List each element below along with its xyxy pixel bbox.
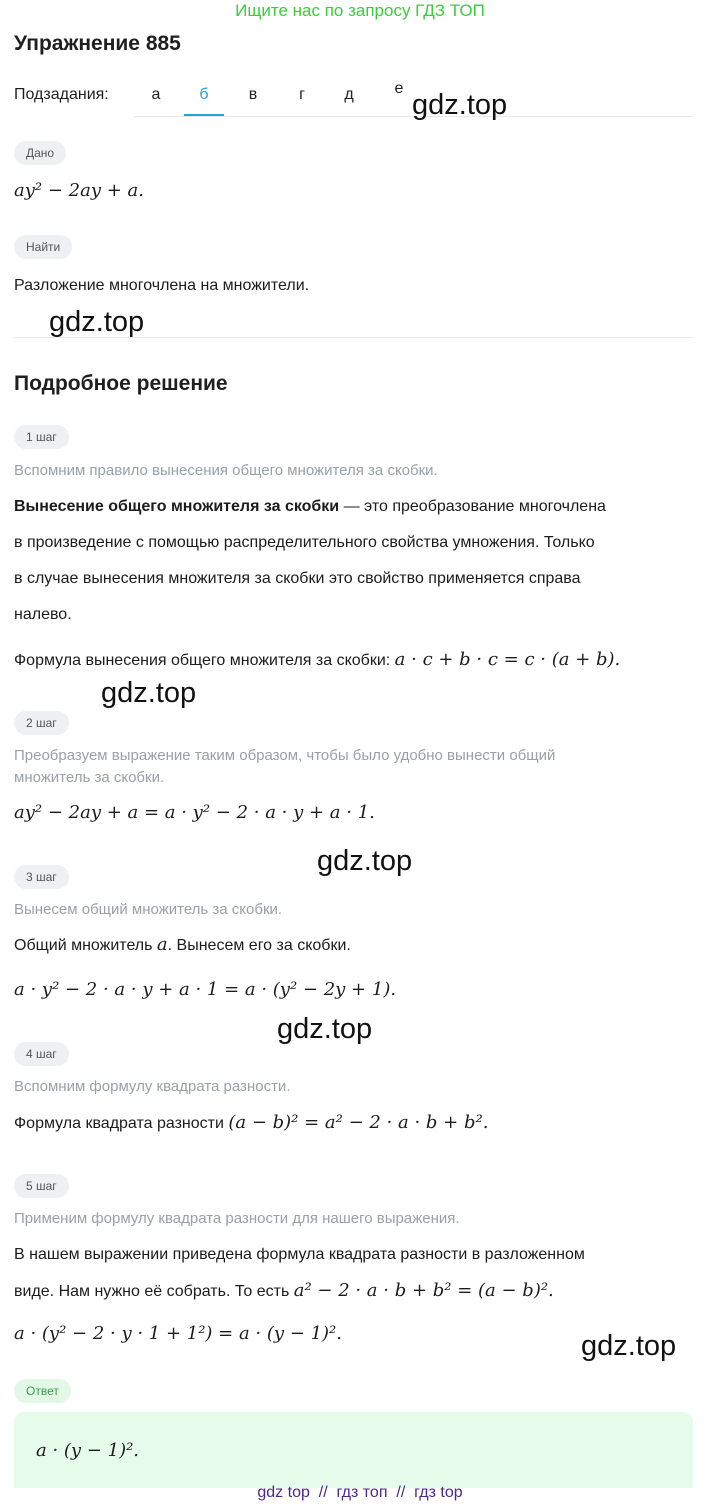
step-4-formula: (a − b)² = a² − 2 · a · b + b². [228,1112,489,1133]
answer-box [14,1412,693,1488]
step-1-formula-label: Формула вынесения общего множителя за скобки: [14,652,395,669]
tab-v[interactable]: в [248,86,258,103]
step-4-text: Формула квадрата разности [14,1115,229,1132]
given-tag: Дано [14,141,66,165]
tab-d[interactable]: д [344,86,354,103]
step-3-expression: a · y² − 2 · a · y + a · 1 = a · (y² − 2y + 1). [14,979,397,1000]
solution-title: Подробное решение [14,372,228,395]
watermark: gdz.top [101,677,197,709]
step-3-text [14,927,351,964]
step-2-expression: ay² − 2ay + a = a · y² − 2 · a · y + a · 1. [14,802,375,823]
step-1-hint: Вспомним правило вынесения общего множителя за скобки. [14,462,438,479]
step-5-expression: a · (y² − 2 · y · 1 + 1²) = a · (y − 1)². [14,1323,342,1344]
step-5-hint: Применим формулу квадрата разности для нашего выражения. [14,1210,460,1227]
step-2-hint-line-2: множитель за скобки. [14,769,165,786]
watermark: gdz.top [49,306,145,338]
watermark: gdz.top [317,845,413,877]
step-1-paragraph-line-3: в случае вынесения множителя за скобки это свойство применяется справа [14,570,581,587]
step-2-tag: 2 шаг [14,711,69,735]
step-5-tag: 5 шаг [14,1174,69,1198]
step-1-paragraph-line-2: в произведение с помощью распределительного свойства умножения. Только [14,534,595,551]
page-title: Упражнение 885 [14,32,181,55]
step-1-paragraph-line-4: налево. [14,606,72,623]
step-5-line-2-text: виде. Нам нужно её собрать. То есть [14,1283,294,1300]
step-1-bold-term: Вынесение общего множителя за скобки [14,498,340,515]
step-1-paragraph-line-1 [14,489,714,525]
step-5-line-1: В нашем выражении приведена формула квадрата разности в разложенном [14,1246,585,1263]
subtasks-label: Подзадания: [14,86,109,103]
step-5-line-2 [14,1273,554,1310]
step-5-line-2-formula: a² − 2 · a · b + b² = (a − b)². [293,1280,554,1301]
step-3-text-before: Общий множитель [14,937,157,954]
step-1-line-1-rest: — это преобразование многочлена [339,498,606,515]
step-1-tag: 1 шаг [14,425,69,449]
step-1-formula-line [14,642,620,679]
given-expression: ay² − 2ay + a. [14,180,144,201]
step-3-text-after: . Вынесем его за скобки. [167,937,351,954]
step-3-tag: 3 шаг [14,865,69,889]
step-4-formula-line [14,1105,488,1142]
find-text: Разложение многочлена на множители. [14,277,310,294]
step-1-formula: a · c + b · c = c · (a + b). [394,649,621,670]
step-3-variable: a [156,934,168,955]
watermark: gdz.top [277,1013,373,1045]
watermark: gdz.top [412,89,508,121]
step-3-hint: Вынесем общий множитель за скобки. [14,901,283,918]
tab-g[interactable]: г [299,86,305,103]
top-banner: Ищите нас по запросу ГДЗ ТОП [235,1,485,20]
answer-expression: a · (y − 1)². [36,1440,140,1461]
step-4-tag: 4 шаг [14,1042,69,1066]
tab-e[interactable]: е [394,80,404,97]
step-2-hint-line-1: Преобразуем выражение таким образом, чтобы было удобно вынести общий [14,747,556,764]
footer: gdz top // гдз топ // гдз top [257,1484,463,1501]
find-tag: Найти [14,235,72,259]
watermark: gdz.top [581,1330,677,1362]
answer-tag: Ответ [14,1379,71,1403]
tab-b[interactable]: б [184,74,224,116]
step-4-hint: Вспомним формулу квадрата разности. [14,1078,291,1095]
tab-a[interactable]: а [151,86,161,103]
